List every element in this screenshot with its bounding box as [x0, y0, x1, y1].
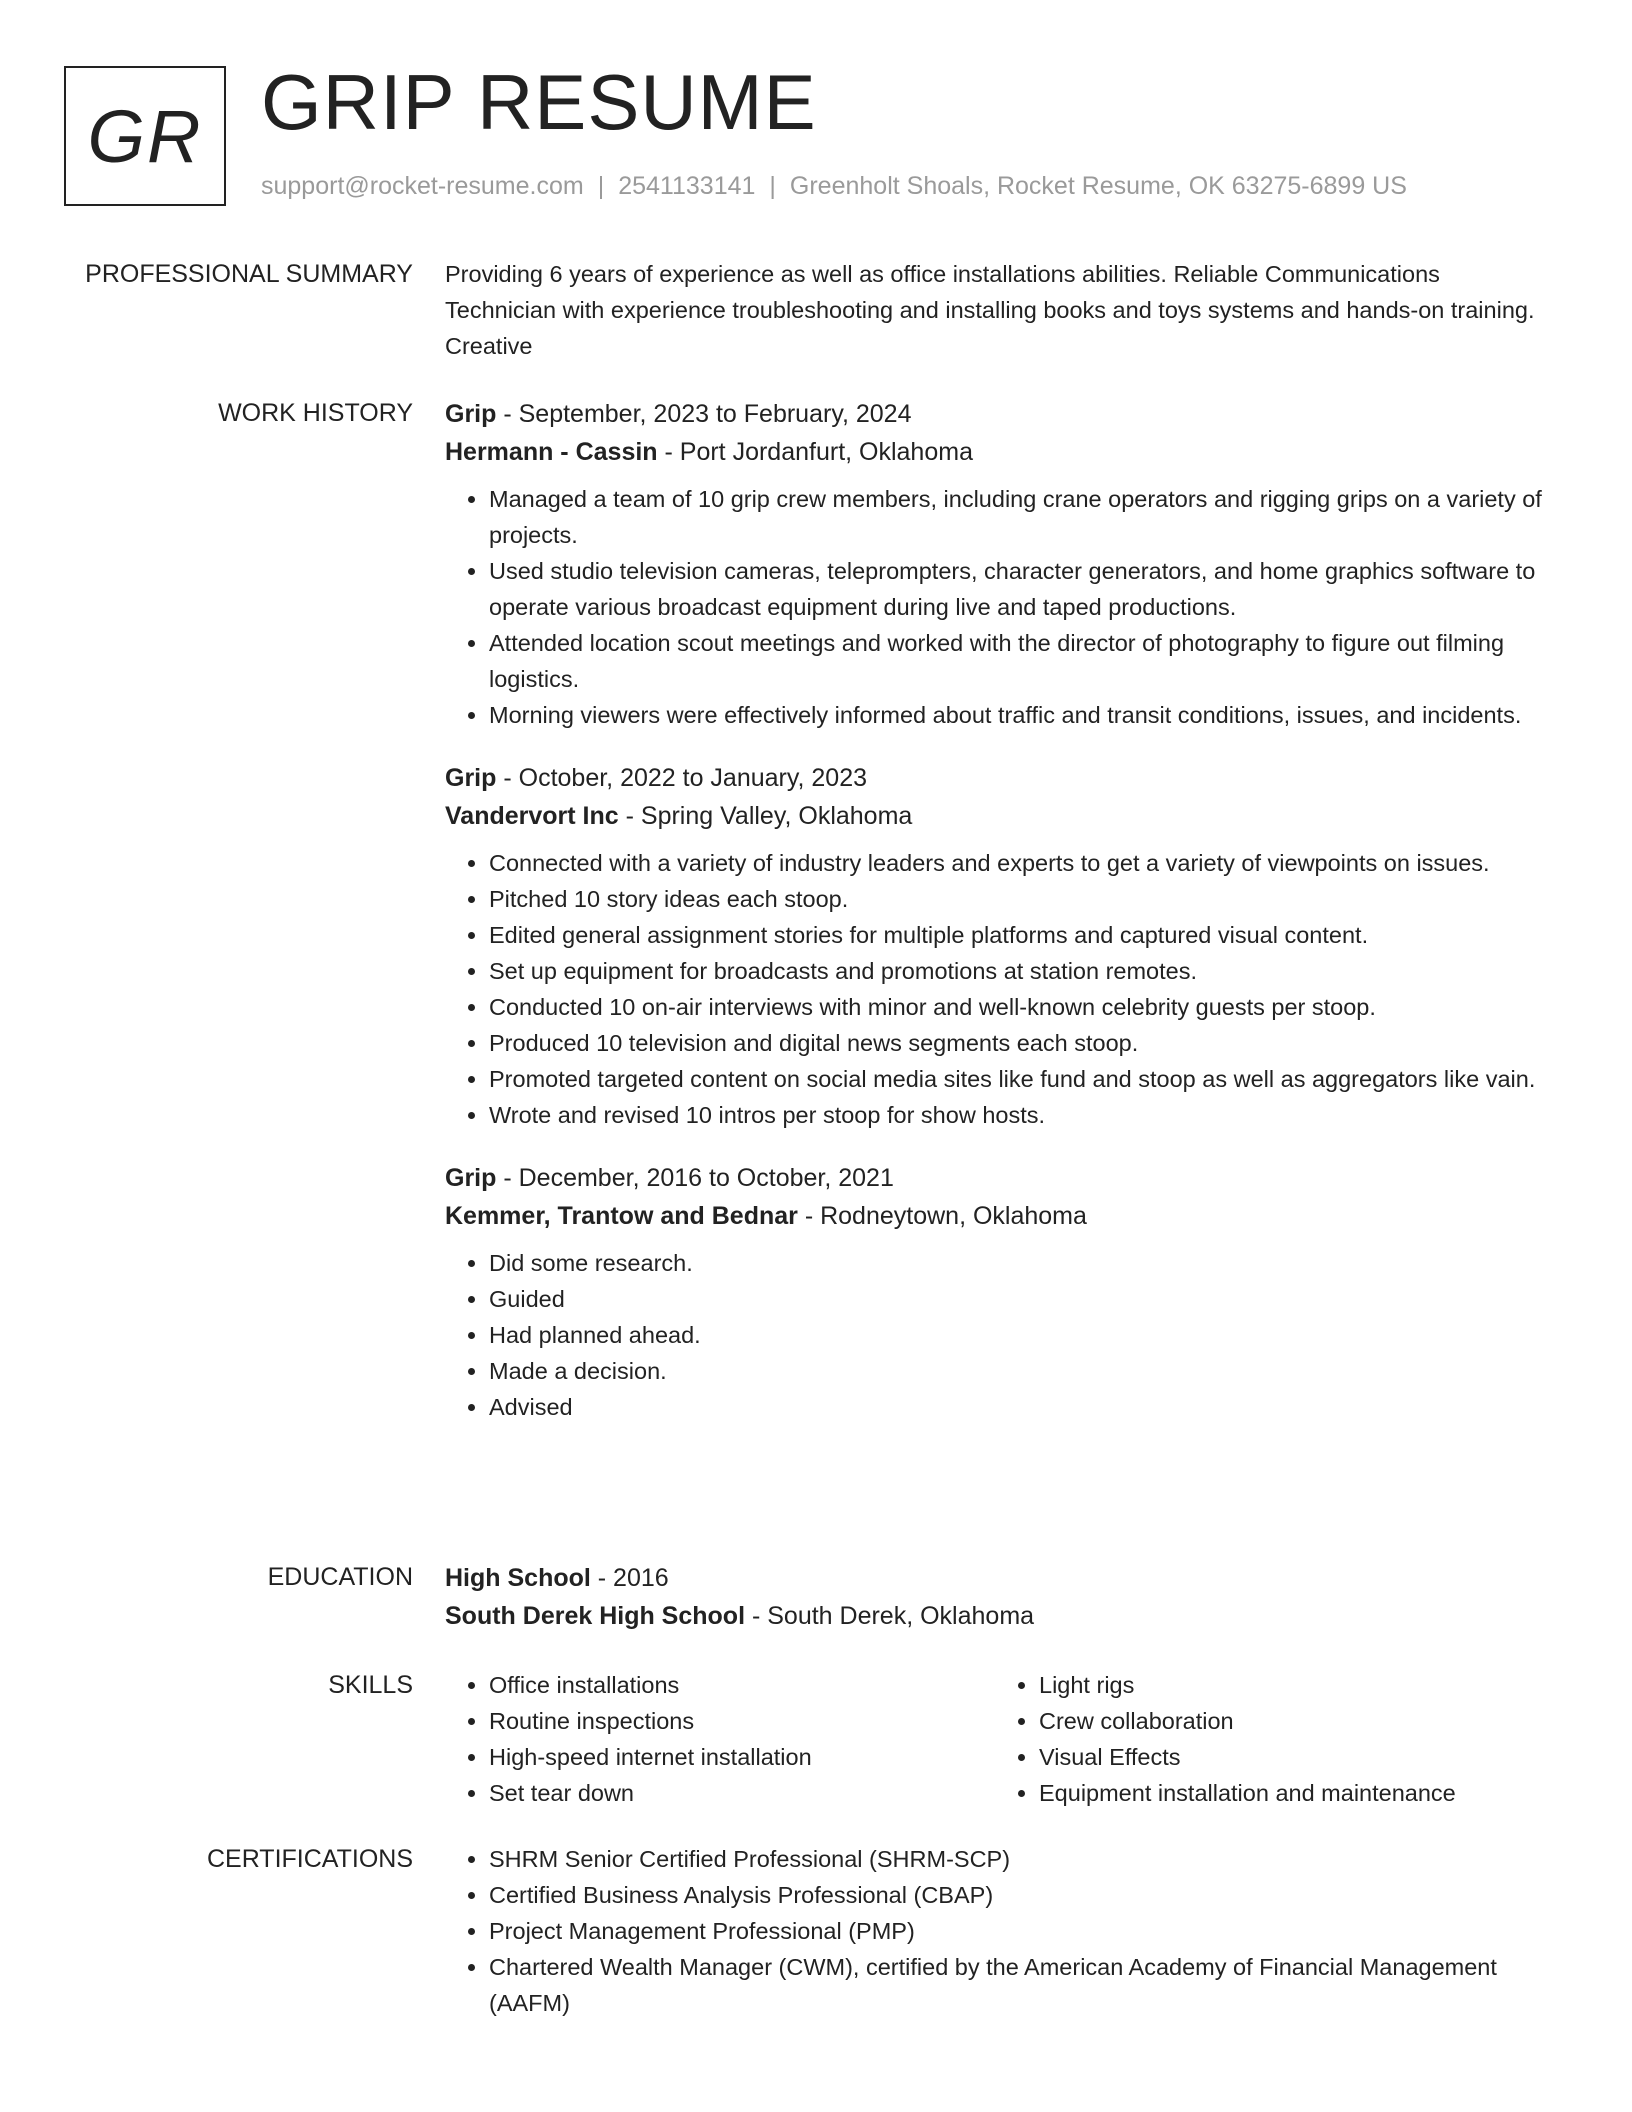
job-bullet: • Conducted 10 on-air interviews with minor and well-known celebrity guests per stoop. — [489, 989, 1545, 1025]
education-school: South Derek High School — [445, 1602, 746, 1630]
contact-separator: | — [769, 172, 776, 200]
skills-grid — [445, 1667, 1545, 1811]
education-degree: High School — [445, 1564, 591, 1592]
job-dates: - October, 2022 to January, 2023 — [496, 764, 868, 792]
education-year: - 2016 — [590, 1564, 669, 1592]
job-bullet: • Made a decision. — [489, 1353, 1545, 1389]
summary-label: PROFESSIONAL SUMMARY — [85, 260, 413, 288]
education-school-line — [445, 1597, 1545, 1635]
skills-label: SKILLS — [328, 1671, 413, 1699]
job-dates: - December, 2016 to October, 2021 — [496, 1164, 894, 1192]
job-dates: - September, 2023 to February, 2024 — [496, 400, 912, 428]
skill-item: • Set tear down — [489, 1775, 995, 1811]
skill-item: • Routine inspections — [489, 1703, 995, 1739]
monogram-initials: GR — [87, 94, 203, 178]
job-bullet: • Used studio television cameras, teleprompters, character generators, and home graphics software to operate various broadcast equipment during live and taped productions. — [489, 553, 1545, 625]
contact-line — [261, 172, 1407, 201]
job-title-line — [445, 759, 1545, 797]
job-title-line — [445, 1159, 1545, 1197]
skill-item: • Equipment installation and maintenance — [1039, 1775, 1545, 1811]
job-title: Grip — [445, 764, 497, 792]
job-bullet: • Set up equipment for broadcasts and promotions at station remotes. — [489, 953, 1545, 989]
skills-column-left — [445, 1667, 995, 1811]
job-location: - Port Jordanfurt, Oklahoma — [657, 438, 973, 466]
certification-item: • Certified Business Analysis Professional (CBAP) — [489, 1877, 1545, 1913]
job-employer: Hermann - Cassin — [445, 438, 658, 466]
job-location: - Rodneytown, Oklahoma — [797, 1202, 1087, 1230]
skill-item: • Office installations — [489, 1667, 995, 1703]
education-degree-line — [445, 1559, 1545, 1597]
work-history-list — [445, 395, 1545, 1451]
contact-email: support@rocket-resume.com — [261, 172, 584, 200]
education-body — [445, 1559, 1545, 1635]
job-bullet: • Connected with a variety of industry leaders and experts to get a variety of viewpoints on issues. — [489, 845, 1545, 881]
job-bullet: • Attended location scout meetings and worked with the director of photography to figure out filming logistics. — [489, 625, 1545, 697]
skills-column-right — [995, 1667, 1545, 1811]
contact-address: Greenholt Shoals, Rocket Resume, OK 63275-6899 US — [789, 172, 1407, 200]
job-bullet: • Morning viewers were effectively informed about traffic and transit conditions, issues, and incidents. — [489, 697, 1545, 733]
job-title-line — [445, 395, 1545, 433]
job-entry — [445, 759, 1545, 1133]
job-entry — [445, 1159, 1545, 1425]
contact-separator: | — [597, 172, 605, 200]
education-label: EDUCATION — [267, 1563, 413, 1591]
job-employer-line — [445, 797, 1545, 835]
education-location: - South Derek, Oklahoma — [745, 1602, 1035, 1630]
job-entry — [445, 395, 1545, 733]
job-bullets — [445, 845, 1545, 1133]
resume-name: GRIP RESUME — [261, 58, 817, 146]
monogram-box — [64, 66, 226, 206]
job-bullet: • Edited general assignment stories for multiple platforms and captured visual content. — [489, 917, 1545, 953]
job-employer-line — [445, 1197, 1545, 1235]
work-history-label: WORK HISTORY — [218, 399, 413, 427]
certifications-list — [445, 1841, 1545, 2021]
job-title: Grip — [445, 400, 497, 428]
job-employer-line — [445, 433, 1545, 471]
certification-item: • Project Management Professional (PMP) — [489, 1913, 1545, 1949]
job-bullet: • Advised — [489, 1389, 1545, 1425]
certifications-label: CERTIFICATIONS — [206, 1845, 413, 1873]
job-bullet: • Guided — [489, 1281, 1545, 1317]
job-bullets — [445, 481, 1545, 733]
job-employer: Vandervort Inc — [445, 802, 619, 830]
job-bullet: • Promoted targeted content on social media sites like fund and stoop as well as aggregators like vain. — [489, 1061, 1545, 1097]
skill-item: • High-speed internet installation — [489, 1739, 995, 1775]
job-location: - Spring Valley, Oklahoma — [618, 802, 913, 830]
skill-item: • Crew collaboration — [1039, 1703, 1545, 1739]
job-bullet: • Had planned ahead. — [489, 1317, 1545, 1353]
skill-item: • Visual Effects — [1039, 1739, 1545, 1775]
certifications-body — [445, 1841, 1545, 2021]
job-title: Grip — [445, 1164, 497, 1192]
job-bullet: • Pitched 10 story ideas each stoop. — [489, 881, 1545, 917]
job-bullet: • Managed a team of 10 grip crew members, including crane operators and rigging grips on a variety of projects. — [489, 481, 1545, 553]
certification-item: • SHRM Senior Certified Professional (SHRM-SCP) — [489, 1841, 1545, 1877]
job-employer: Kemmer, Trantow and Bednar — [445, 1202, 798, 1230]
contact-phone: 2541133141 — [618, 172, 756, 200]
summary-text: Providing 6 years of experience as well as office installations abilities. Reliable Communications Technician with experience troubleshooting and installing books and toys systems and hands-on training. Creative — [445, 261, 1535, 359]
job-bullet: • Produced 10 television and digital news segments each stoop. — [489, 1025, 1545, 1061]
job-bullet: • Did some research. — [489, 1245, 1545, 1281]
skill-item: • Light rigs — [1039, 1667, 1545, 1703]
job-bullets — [445, 1245, 1545, 1425]
job-bullet: • Wrote and revised 10 intros per stoop for show hosts. — [489, 1097, 1545, 1133]
certification-item: • Chartered Wealth Manager (CWM), certified by the American Academy of Financial Management (AAFM) — [489, 1949, 1545, 2021]
